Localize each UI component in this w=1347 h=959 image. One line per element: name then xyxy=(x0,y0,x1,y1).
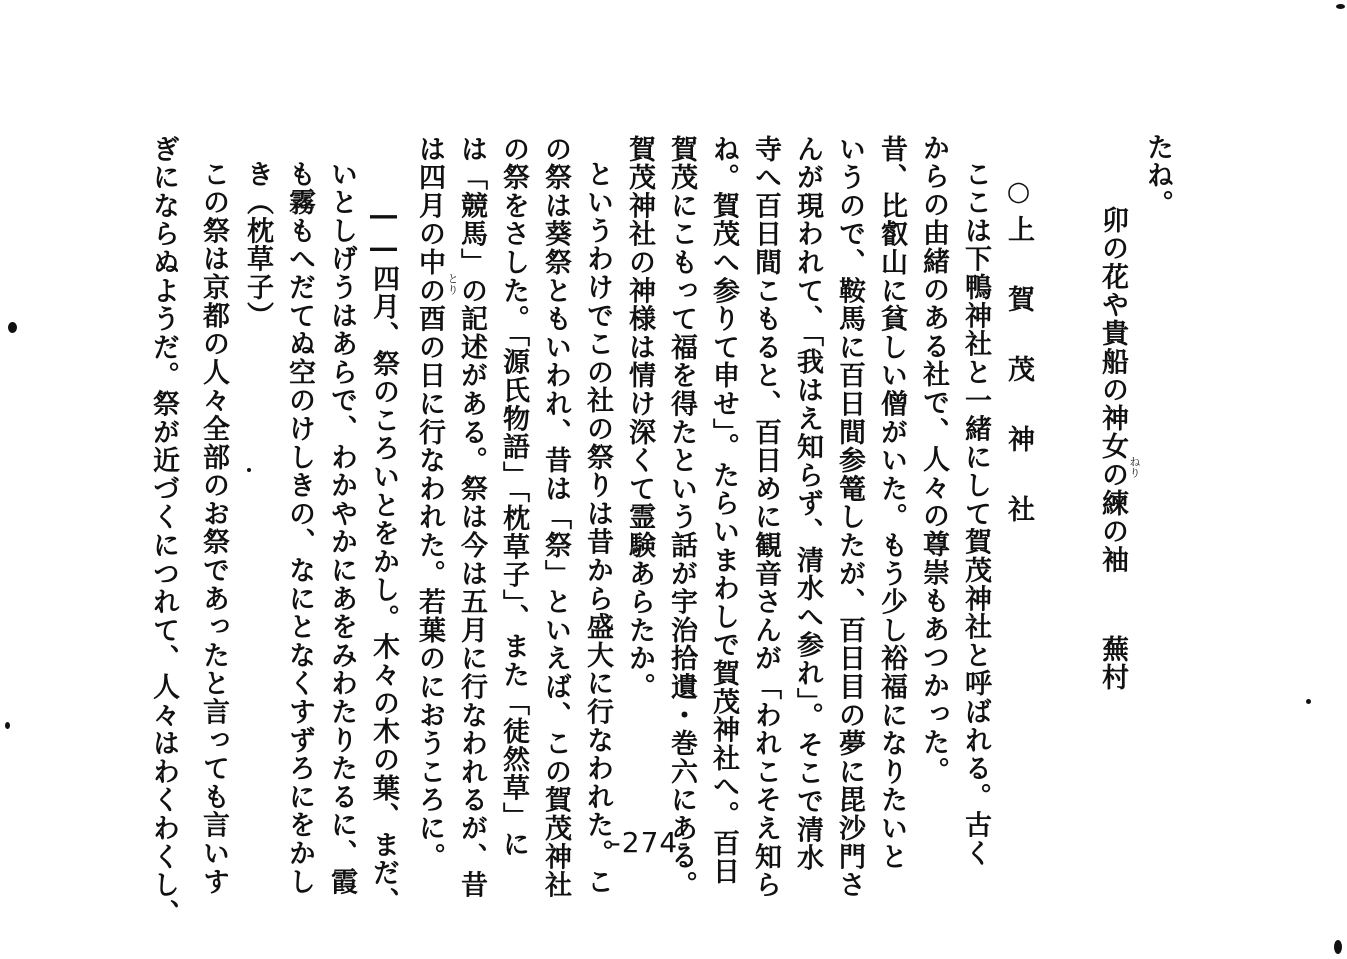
page-number: -274- xyxy=(610,826,690,859)
ruby-tori: とり xyxy=(446,273,459,295)
text-column-15: の祭は葵祭ともいわれ、昔は「祭」といえば、この賀茂神社 xyxy=(540,135,571,900)
text-column-20: いとしげうはあらで、わかやかにあをみわたりたるに、霞 xyxy=(326,160,357,896)
text-column-12: 賀茂にこもって福を得たという話が宇治拾遺・巻六にある。 xyxy=(666,135,697,900)
text-column-14: というわけでこの社の祭りは昔から盛大に行なわれた。こ xyxy=(582,160,613,896)
scan-speck xyxy=(1336,4,1345,9)
text-column-9: んが現われて、「我はえ知らず、清水へ参れ」。そこで清水 xyxy=(792,135,823,873)
text-column-1: たね。 xyxy=(1142,133,1173,218)
text-column-16: の祭をさした。「源氏物語」「枕草子」、また「徒然草」に xyxy=(498,135,529,859)
scan-speck xyxy=(1306,699,1311,704)
text-column-5: ここは下鴨神社と一緒にして賀茂神社と呼ばれる。古く xyxy=(960,160,991,868)
text-column-13: 賀茂神社の神様は情け深くて霊験あらたか。 xyxy=(624,135,655,701)
text-column-8: いうので、鞍馬に百日間参篭したが、百日目の夢に毘沙門さ xyxy=(834,135,865,900)
text-column-10: 寺へ百日間こもると、百日めに観音さんが「われこそえ知ら xyxy=(750,135,781,900)
text-column-21: も霧もへだてぬ空のけしきの、なにとなくすずろにをかし xyxy=(284,160,315,896)
section-heading: ○上 賀 茂 神 社 xyxy=(1003,176,1034,530)
haiku-author: 蕪村 xyxy=(1097,635,1128,692)
scan-speck xyxy=(1334,940,1342,954)
ruby-nuri: ねり xyxy=(1128,456,1141,478)
text-column-22: き（枕草子） xyxy=(242,160,273,330)
text-column-17: は「競馬」の記述がある。祭は今は五月に行なわれるが、昔 xyxy=(456,135,487,900)
scan-speck xyxy=(5,722,10,729)
scan-speck xyxy=(247,468,251,472)
text-column-19: ――四月、祭のころいとをかし。木々の木の葉、まだ、 xyxy=(368,200,399,916)
text-column-24: ぎにならぬようだ。祭が近づくにつれて、人々はわくわくし、 xyxy=(148,135,179,928)
text-column-6: からの由緒のある社で、人々の尊崇もあつかった。 xyxy=(918,134,949,785)
scan-speck xyxy=(8,322,17,333)
text-column-11: ね。賀茂へ参りて申せ」。たらいまわしで賀茂神社へ。百日 xyxy=(708,135,739,886)
text-column-18: は四月の中の酉の日に行なわれた。若葉のにおうころに。 xyxy=(414,135,445,871)
text-column-23: この祭は京都の人々全部のお祭であったと言っても言いす xyxy=(198,160,229,896)
text-column-7: 昔、比叡山に貧しい僧がいた。もう少し裕福になりたいと xyxy=(876,135,907,871)
haiku-line: 卯の花や貴船の神女の練の袖 xyxy=(1097,206,1128,574)
